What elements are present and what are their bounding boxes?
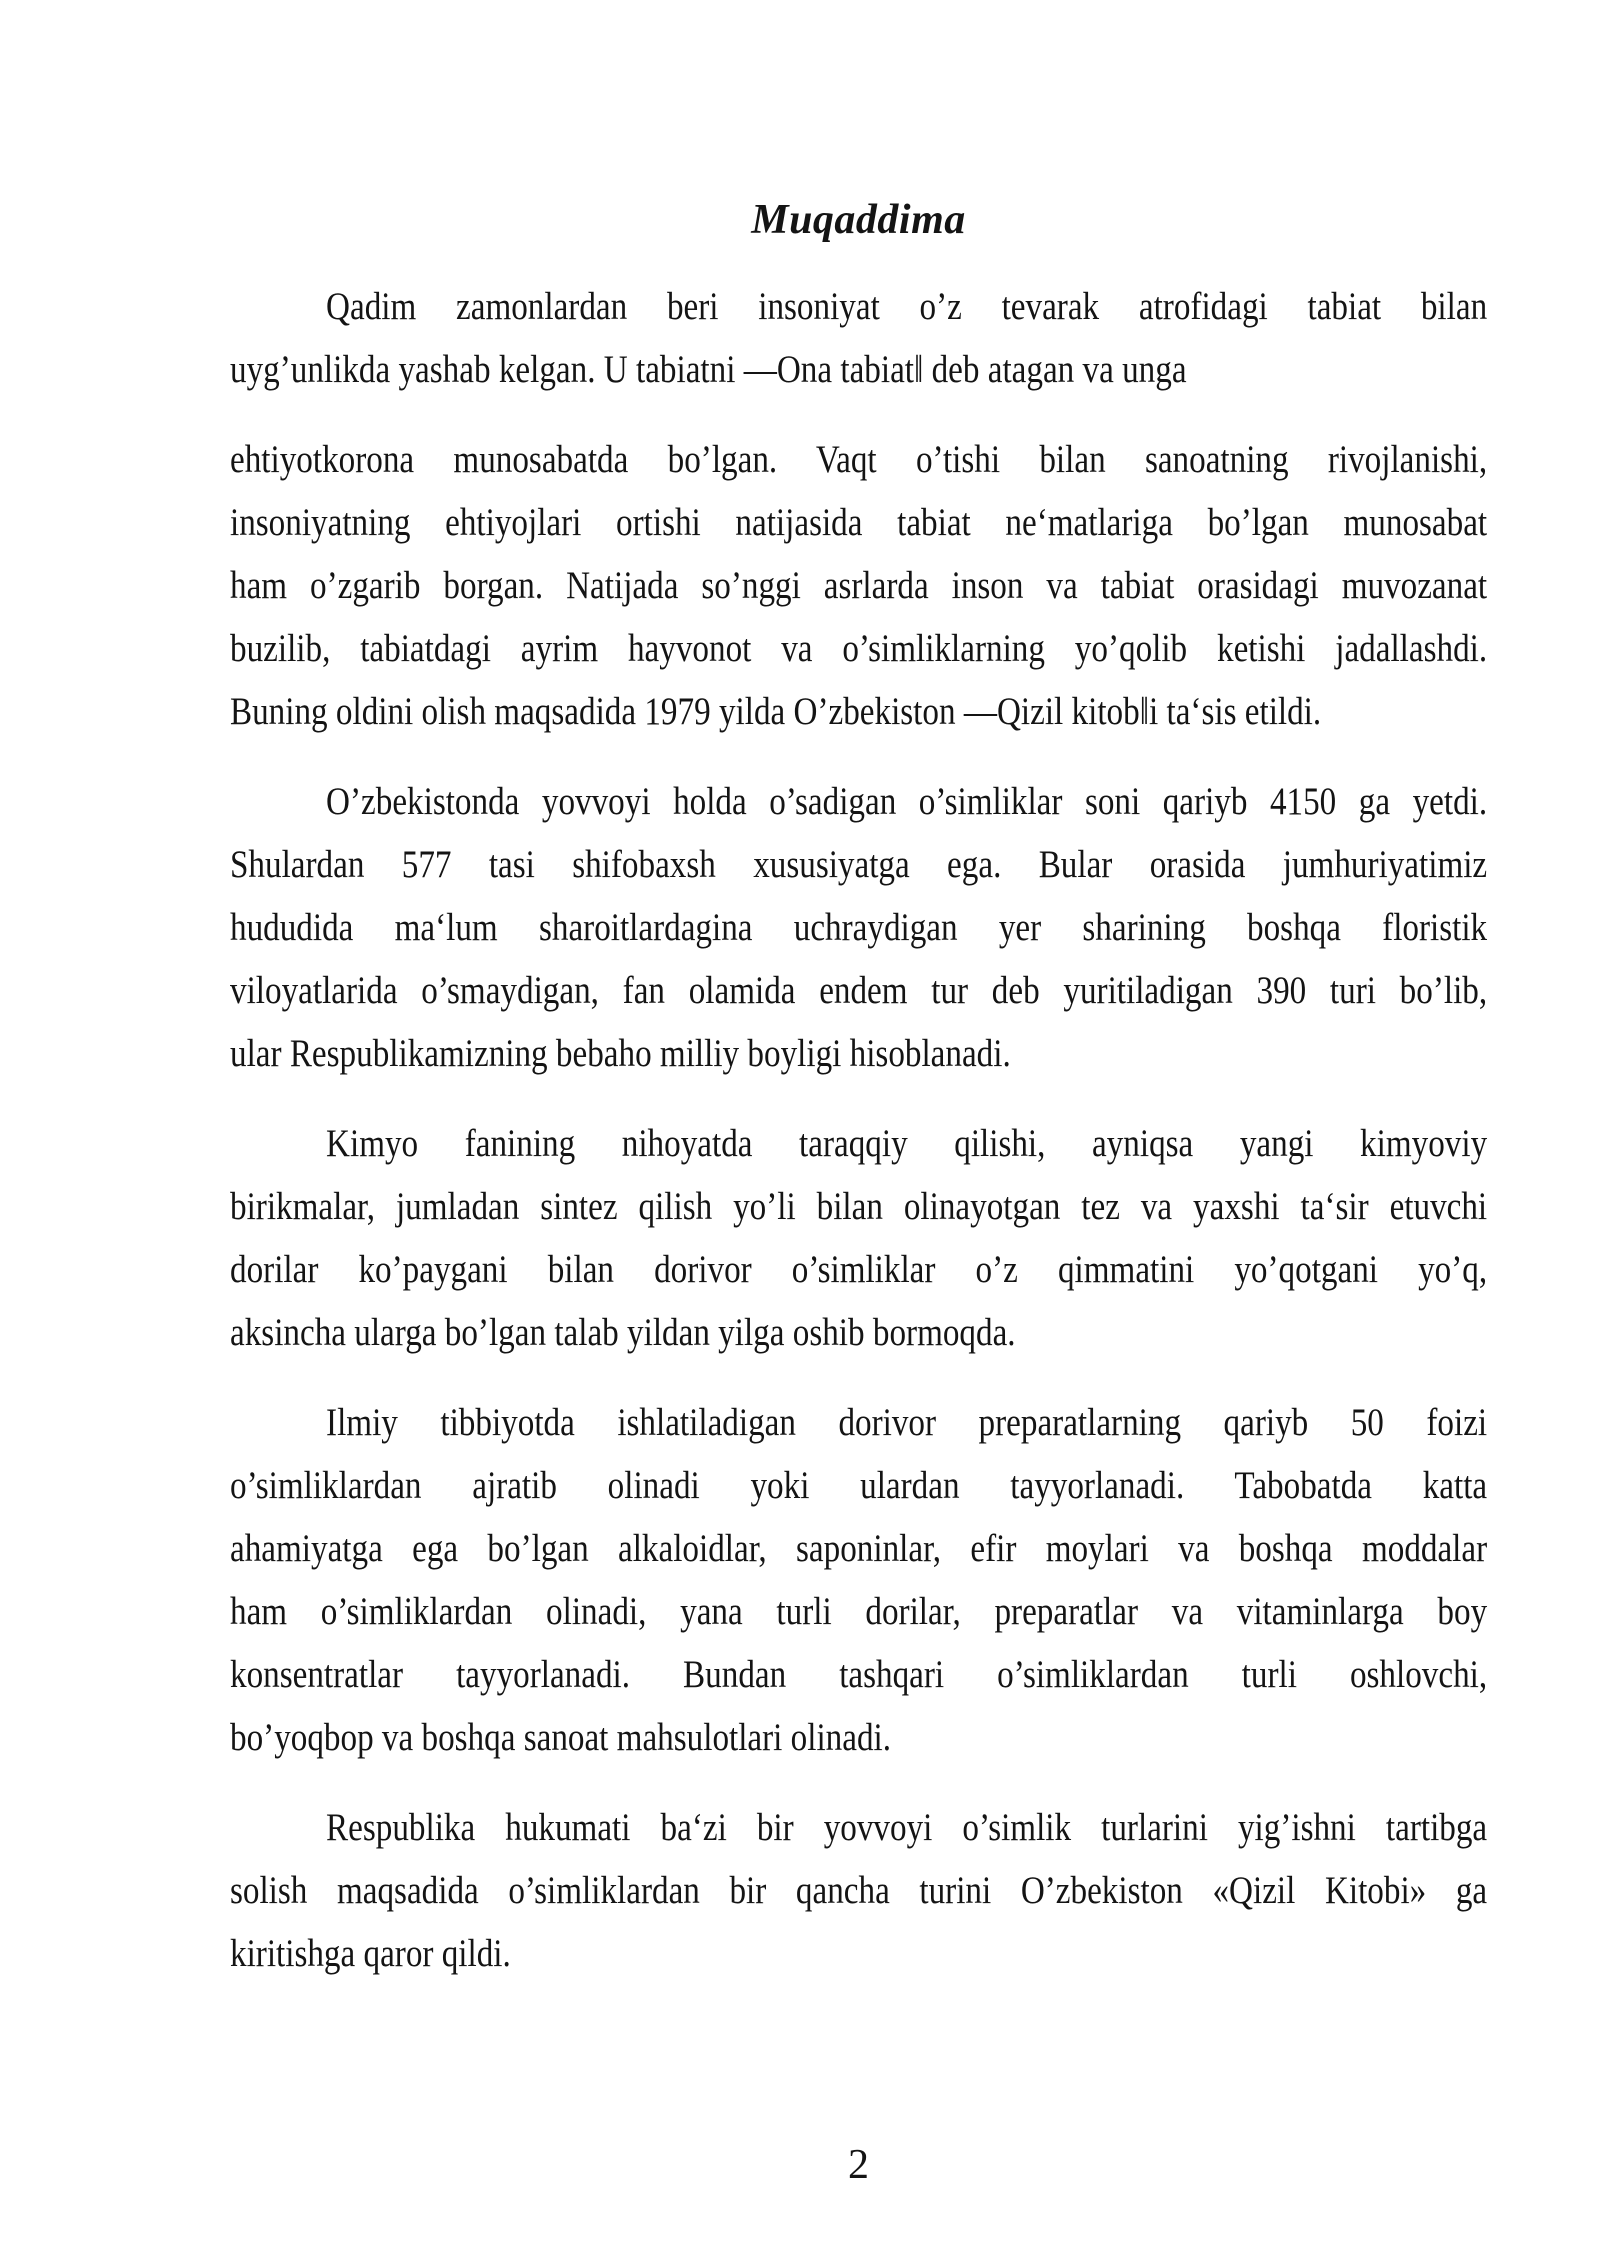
- paragraph: [230, 428, 1487, 743]
- page-number: 2: [848, 2142, 869, 2188]
- text-line: ular Respublikamizning bebaho milliy boyligi hisoblanadi.: [230, 1032, 1011, 1075]
- text-line: buzilib, tabiatdagi ayrim hayvonot va o’simliklarning yo’qolib ketishi jadallashdi.: [230, 627, 1488, 670]
- text-line: insoniyatning ehtiyojlari ortishi natijasida tabiat ne‘matlariga bo’lgan munosabat: [230, 501, 1488, 544]
- paragraph: [230, 1391, 1487, 1769]
- text-line: bo’yoqbop va boshqa sanoat mahsulotlari olinadi.: [230, 1716, 892, 1759]
- text-line: Kimyo fanining nihoyatda taraqqiy qilishi, ayniqsa yangi kimyoviy: [326, 1122, 1488, 1165]
- paragraph: [230, 1796, 1487, 1985]
- document-body: [230, 275, 1487, 2012]
- text-line: ham o’simliklardan olinadi, yana turli dorilar, preparatlar va vitaminlarga boy: [230, 1590, 1488, 1633]
- text-line: uyg’unlikda yashab kelgan. U tabiatni —Ona tabiat‖ deb atagan va unga: [230, 348, 1187, 391]
- text-line: Ilmiy tibbiyotda ishlatiladigan dorivor preparatlarning qariyb 50 foizi: [326, 1401, 1488, 1444]
- text-line: solish maqsadida o’simliklardan bir qancha turini O’zbekiston «Qizil Kitobi» ga: [230, 1869, 1488, 1912]
- text-line: konsentratlar tayyorlanadi. Bundan tashqari o’simliklardan turli oshlovchi,: [230, 1653, 1488, 1696]
- text-line: viloyatlarida o’smaydigan, fan olamida endem tur deb yuritiladigan 390 turi bo’lib,: [230, 969, 1488, 1012]
- text-line: aksincha ularga bo’lgan talab yildan yilga oshib bormoqda.: [230, 1311, 1016, 1354]
- text-line: O’zbekistonda yovvoyi holda o’sadigan o’simliklar soni qariyb 4150 ga yetdi.: [326, 780, 1488, 823]
- text-line: ham o’zgarib borgan. Natijada so’nggi asrlarda inson va tabiat orasidagi muvozanat: [230, 564, 1488, 607]
- text-line: o’simliklardan ajratib olinadi yoki ulardan tayyorlanadi. Tabobatda katta: [230, 1464, 1488, 1507]
- text-line: Buning oldini olish maqsadida 1979 yilda O’zbekiston —Qizil kitob‖i ta‘sis etildi.: [230, 690, 1322, 733]
- text-line: Qadim zamonlardan beri insoniyat o’z tevarak atrofidagi tabiat bilan: [326, 285, 1488, 328]
- text-line: dorilar ko’paygani bilan dorivor o’simliklar o’z qimmatini yo’qotgani yo’q,: [230, 1248, 1488, 1291]
- paragraph: [230, 275, 1487, 401]
- text-line: ahamiyatga ega bo’lgan alkaloidlar, saponinlar, efir moylari va boshqa moddalar: [230, 1527, 1488, 1570]
- text-line: Shulardan 577 tasi shifobaxsh xususiyatga ega. Bular orasida jumhuriyatimiz: [230, 843, 1488, 886]
- text-line: hududida ma‘lum sharoitlardagina uchraydigan yer sharining boshqa floristik: [230, 906, 1488, 949]
- paragraph: [230, 770, 1487, 1085]
- text-line: Respublika hukumati ba‘zi bir yovvoyi o’simlik turlarini yig’ishni tartibga: [326, 1806, 1488, 1849]
- paragraph: [230, 1112, 1487, 1364]
- text-line: birikmalar, jumladan sintez qilish yo’li bilan olinayotgan tez va yaxshi ta‘sir etuvchi: [230, 1185, 1488, 1228]
- page-title: Muqaddima: [751, 197, 966, 243]
- text-line: kiritishga qaror qildi.: [230, 1932, 511, 1975]
- text-line: ehtiyotkorona munosabatda bo’lgan. Vaqt o’tishi bilan sanoatning rivojlanishi,: [230, 438, 1488, 481]
